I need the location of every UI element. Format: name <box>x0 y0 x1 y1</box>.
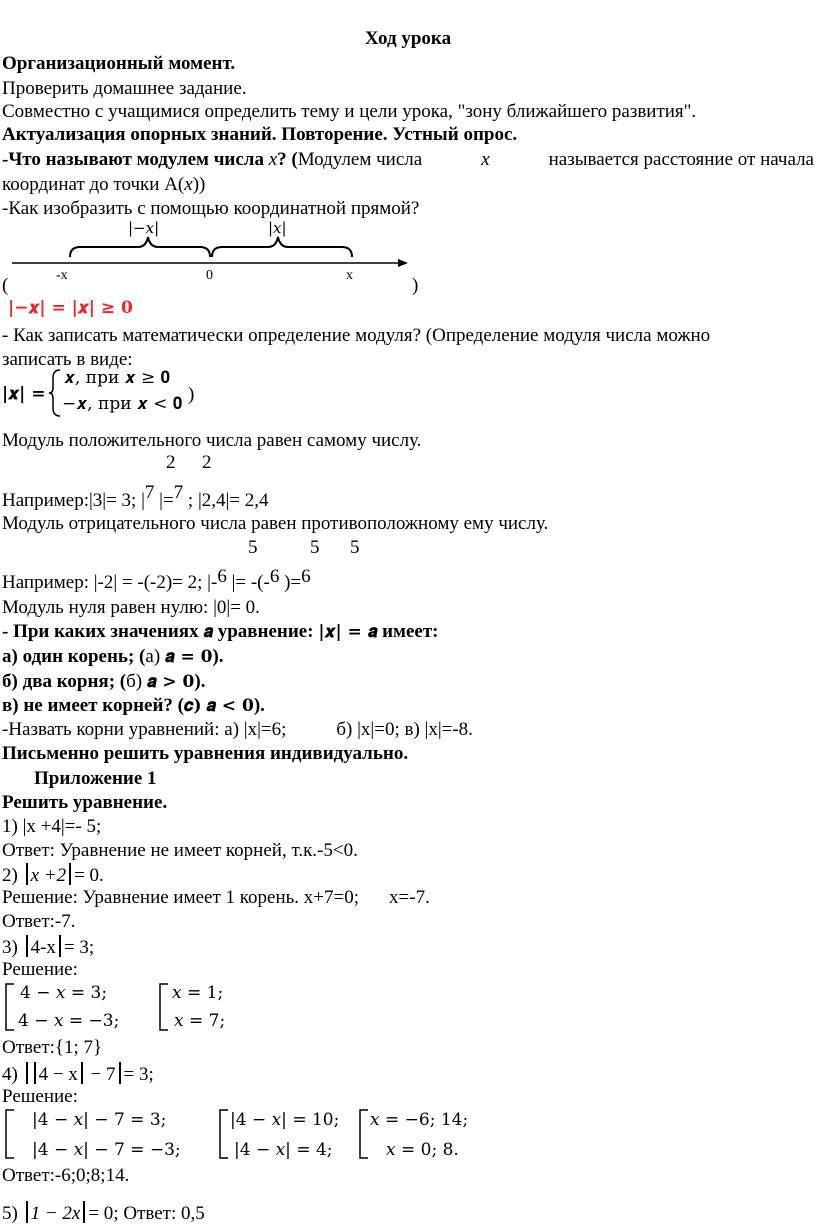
piecewise-case-2: −𝒙, при 𝒙 < 𝟎 <box>62 394 183 414</box>
text: уравнение: <box>217 621 314 642</box>
text: б) <box>126 671 143 692</box>
identity-formula: |−𝒙| = |𝒙| ≥ 𝟎 <box>8 298 133 318</box>
fraction-5-6 <box>248 537 258 560</box>
brace-right <box>212 237 352 257</box>
tick-neg-x: -x <box>56 268 68 283</box>
numerator: 2 <box>166 452 176 473</box>
text: |= <box>159 490 174 511</box>
section-heading-org: Организационный момент. <box>2 53 236 74</box>
text: 𝒄) <box>183 696 202 716</box>
system-4c-line2: 𝑥 = 0; 8. <box>386 1140 459 1160</box>
text-line: Модуль отрицательного числа равен противоположному ему числу. <box>2 513 549 534</box>
text: = 0. <box>74 865 104 886</box>
text-line: -Как изобразить с помощью координатной прямой? <box>2 198 420 219</box>
denominator: 6 <box>301 566 311 587</box>
square-bracket <box>4 1108 16 1160</box>
paren-open: ( <box>2 275 9 295</box>
numerator: 5 <box>310 537 320 558</box>
case-one-root <box>2 646 224 669</box>
text: координат до точки А( <box>2 174 185 195</box>
num: 2) <box>2 865 18 886</box>
expr: 1 − 2x <box>30 1203 81 1224</box>
fraction-5-6 <box>310 537 320 560</box>
text: в) не имеет корней? ( <box>2 695 184 716</box>
text: ). <box>253 695 265 716</box>
system-4b-line2: |4 − 𝑥| = 4; <box>234 1140 333 1160</box>
brace-left <box>70 237 210 257</box>
num: 3) <box>2 937 18 958</box>
text-line: записать в виде: <box>2 349 133 370</box>
answer-2: Ответ:-7. <box>2 911 76 932</box>
appendix-heading: Приложение 1 <box>34 768 157 789</box>
arrow-head <box>398 259 408 267</box>
system-4c-line1: 𝑥 = −6; 14; <box>370 1110 469 1130</box>
text-line: Модуль положительного числа равен самому числу. <box>2 430 422 451</box>
fraction-2-7 <box>202 452 212 475</box>
system-3b-line1: 𝑥 = 1; <box>172 983 224 1003</box>
text: )) <box>192 174 206 195</box>
text-line: Совместно с учащимися определить тему и цели урока, "зону ближайшего развития". <box>2 101 697 122</box>
solution-label: Решение: <box>2 959 78 980</box>
text-line: Проверить домашнее задание. <box>2 78 247 99</box>
piecewise-case-1: 𝒙, при 𝒙 ≥ 𝟎 <box>64 368 171 388</box>
system-3a-line2: 4 − 𝑥 = −3; <box>18 1011 120 1031</box>
text: б) |x|=0; в) |x|=-8. <box>336 719 473 740</box>
text: б) два корня; ( <box>2 671 127 692</box>
square-bracket <box>358 1108 370 1160</box>
question-definition <box>2 325 814 348</box>
number-line-diagram <box>0 215 440 295</box>
paren-close: ) <box>188 384 195 405</box>
text: - При каких значениях <box>2 621 199 642</box>
text: а) один корень; ( <box>2 646 146 667</box>
question-modulus <box>2 149 814 172</box>
text: x=-7. <box>389 887 430 908</box>
q-text: называется расстояние от начала <box>548 149 814 170</box>
section-heading-actual: Актуализация опорных знаний. Повторение. Устный опрос. <box>2 124 518 145</box>
answer-1: Ответ: Уравнение не имеет корней, т.к.-5<0. <box>2 840 358 861</box>
tick-zero: 0 <box>206 268 213 283</box>
denominator: 7 <box>173 482 184 503</box>
text: ; |2,4|= 2,4 <box>187 490 269 511</box>
text-line <box>2 719 473 742</box>
example-positive <box>2 482 269 513</box>
system-3b-line2: 𝑥 = 7; <box>174 1011 226 1031</box>
label-pos-abs: |x| <box>268 219 287 237</box>
answer-3: Ответ:{1; 7} <box>2 1037 103 1058</box>
equation-4 <box>2 1062 154 1087</box>
denominator: 6 <box>269 566 280 587</box>
condition: 𝒂 > 𝟎 <box>146 672 195 692</box>
q-mark: ? ( <box>277 149 298 170</box>
case-no-roots <box>2 695 265 718</box>
equation-5 <box>2 1201 205 1226</box>
square-bracket <box>4 982 16 1032</box>
text: = 3; <box>123 1064 154 1085</box>
text: а) <box>145 646 161 667</box>
section-heading-written: Письменно решить уравнения индивидуально. <box>2 743 409 764</box>
denominator: 6 <box>217 566 227 587</box>
system-4a-line2: |4 − 𝑥| − 7 = −3; <box>32 1140 181 1160</box>
expr: x +2 <box>30 865 67 886</box>
var-x: x <box>268 149 278 170</box>
question-roots <box>2 621 439 644</box>
equation-3 <box>2 935 94 960</box>
curly-brace <box>48 368 62 418</box>
numerator: 2 <box>202 452 212 473</box>
answer-5: ; Ответ: 0,5 <box>113 1203 205 1224</box>
page-title: Ход урока <box>364 28 452 49</box>
solution-2 <box>2 887 430 910</box>
num: 5) <box>2 1203 18 1224</box>
q-bold: -Что называют модулем числа <box>2 149 264 170</box>
text: - Как записать математически определение модуля? (Определение модуля числа можно <box>2 325 711 346</box>
numerator: 5 <box>350 537 360 558</box>
num: 4) <box>2 1064 18 1085</box>
expr: − 7 <box>90 1064 116 1085</box>
text: )= <box>284 572 302 593</box>
solve-heading: Решить уравнение. <box>2 792 168 813</box>
var-x: x <box>184 174 193 195</box>
var-a: 𝒂 <box>203 622 213 642</box>
text: -Назвать корни уравнений: а) |x|=6; <box>2 719 287 740</box>
system-4b-line1: |4 − 𝑥| = 10; <box>230 1110 340 1130</box>
paren-close: ) <box>412 275 419 295</box>
solution-label: Решение: <box>2 1086 78 1107</box>
expr: 4 − x <box>38 1064 78 1085</box>
text-line <box>2 174 205 197</box>
denominator: 7 <box>144 482 155 503</box>
text: имеет: <box>382 621 439 642</box>
q-text: Модулем числа <box>297 149 423 170</box>
text: Например: |-2| = -(-2)= 2; |- <box>2 572 218 593</box>
system-3a-line1: 4 − 𝑥 = 3; <box>20 983 108 1003</box>
square-bracket <box>158 982 170 1032</box>
condition: 𝒂 < 𝟎 <box>206 696 254 716</box>
equation: |𝒙| = 𝒂 <box>318 622 378 642</box>
fraction-5-6 <box>350 537 360 560</box>
answer-4: Ответ:-6;0;8;14. <box>2 1165 130 1186</box>
text-line: Модуль нуля равен нулю: |0|= 0. <box>2 597 260 618</box>
label-neg-abs: |−x| <box>128 219 160 237</box>
case-two-roots <box>2 671 205 694</box>
text: = 3; <box>63 937 95 958</box>
equation-1: 1) |x +4|=- 5; <box>2 816 102 837</box>
text: ). <box>194 671 206 692</box>
system-4a-line1: |4 − 𝑥| − 7 = 3; <box>32 1110 167 1130</box>
text: = 0 <box>88 1203 114 1224</box>
text: Например:|3|= 3; | <box>2 490 145 511</box>
var-x: x <box>481 149 490 170</box>
square-bracket <box>218 1108 230 1160</box>
text: |= -(- <box>231 572 270 593</box>
piecewise-lhs: |𝒙| = <box>2 384 46 404</box>
example-negative <box>2 566 311 595</box>
tick-x: x <box>346 268 353 283</box>
text: Решение: Уравнение имеет 1 корень. x+7=0; <box>2 887 360 908</box>
numerator: 5 <box>248 537 258 558</box>
condition: 𝒂 = 𝟎 <box>164 647 213 667</box>
text: ). <box>212 646 224 667</box>
fraction-2-7 <box>166 452 176 475</box>
expr: 4-x <box>30 937 56 958</box>
equation-2 <box>2 863 104 888</box>
